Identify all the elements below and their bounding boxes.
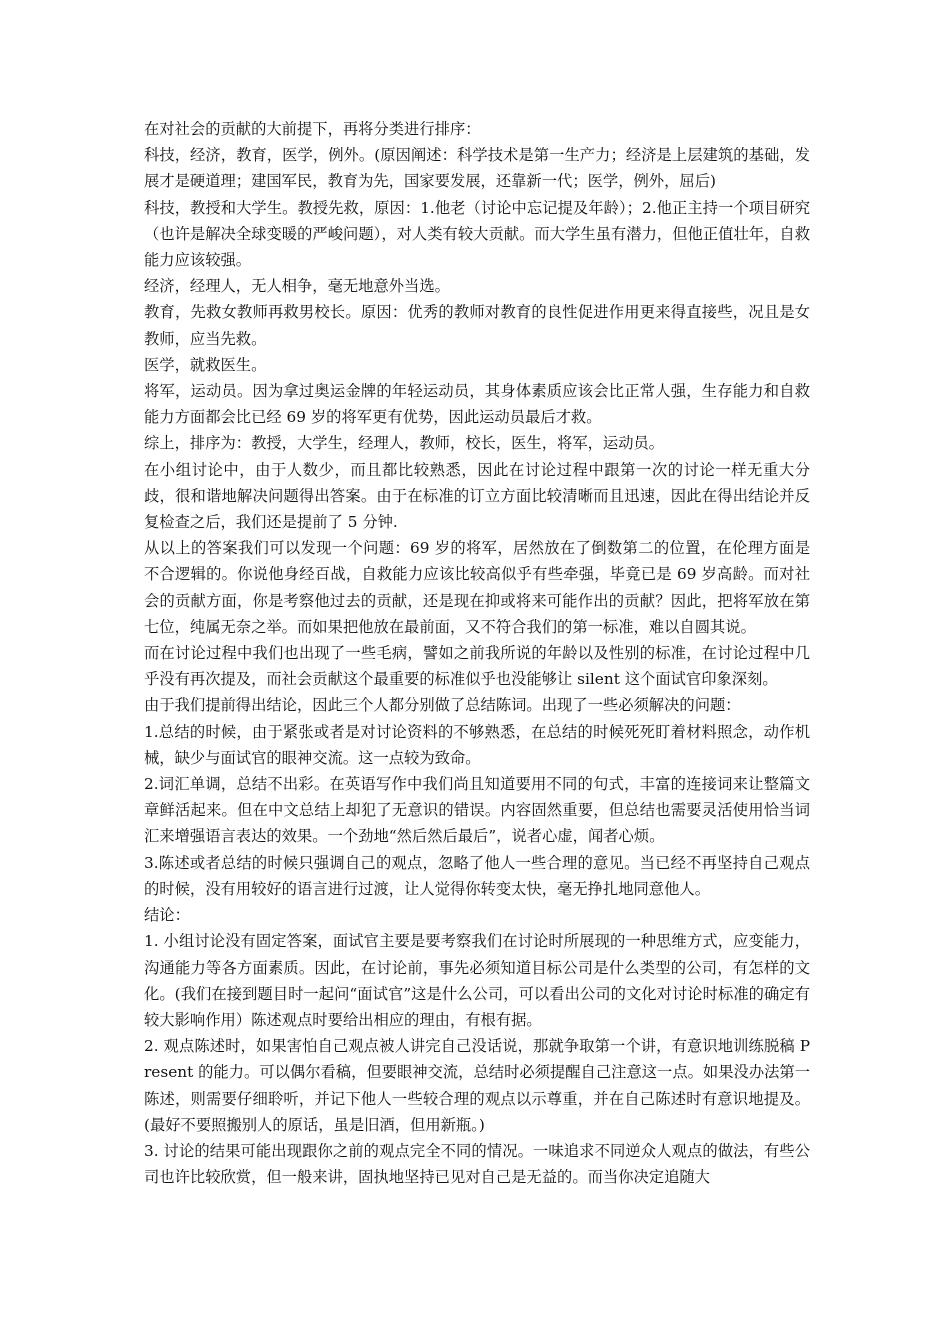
list-item: 3.陈述或者总结的时候只强调自己的观点，忽略了他人一些合理的意见。当已经不再坚持自己观点的时候，没有用较好的语言进行过渡，让人觉得你转变太快，毫无挣扎地同意他人。 <box>144 853 810 898</box>
paragraph: 而在讨论过程中我们也出现了一些毛病，譬如之前我所说的年龄以及性别的标准，在讨论过程中几乎没有再次提及，而社会贡献这个最重要的标准似乎也没能够让 silent 这个面试官印象深刻。 <box>144 644 810 689</box>
list-item: 2. 观点陈述时，如果害怕自己观点被人讲完自己没话说，那就争取第一个讲，有意识地训练脱稿 Present 的能力。可以偶尔看稿，但要眼神交流，总结时必须提醒自己注意这一点。如果没办法第一陈述，则需要仔细聆听，并记下他人一些较合理的观点以示尊重，并在自己陈述时有意识地提及。(最好不要照搬别人的原话，虽是旧酒，但用新瓶。) <box>144 1037 811 1134</box>
list-item: 1. 小组讨论没有固定答案，面试官主要是要考察我们在讨论时所展现的一种思维方式，应变能力，沟通能力等各方面素质。因此，在讨论前，事先必须知道目标公司是什么类型的公司，有怎样的文化。(我们在接到题目时一起问“面试官”这是什么公司，可以看出公司的文化对讨论时标准的确定有较大影响作用）陈述观点时要给出相应的理由，有根有据。 <box>144 932 810 1029</box>
paragraph: 由于我们提前得出结论，因此三个人都分别做了总结陈词。出现了一些必须解决的问题： <box>144 696 741 715</box>
paragraph: 科技，教授和大学生。教授先救，原因：1.他老（讨论中忘记提及年龄）；2.他正主持一个项目研究（也许是解决全球变暖的严峻问题），对人类有较大贡献。而大学生虽有潜力，但他正值壮年，自救能力应该较强。 <box>144 198 810 270</box>
paragraph: 从以上的答案我们可以发现一个问题：69 岁的将军，居然放在了倒数第二的位置，在伦理方面是不合逻辑的。你说他身经百战，自救能力应该比较高似乎有些牵强，毕竟已是 69 岁高龄。而对社会的贡献方面，你是考察他过去的贡献，还是现在抑或将来可能作出的贡献？因此，把将军放在第七位，纯属无奈之举。而如果把他放在最前面，又不符合我们的第一标准，难以自圆其说。 <box>144 539 810 636</box>
list-item: 3. 讨论的结果可能出现跟你之前的观点完全不同的情况。一味追求不同逆众人观点的做法，有些公司也许比较欣赏，但一般来讲，固执地坚持已见对自己是无益的。而当你决定追随大 <box>144 1141 810 1187</box>
paragraph: 综上，排序为：教授，大学生，经理人，教师，校长，医生，将军，运动员。 <box>144 434 665 453</box>
paragraph: 在小组讨论中，由于人数少，而且都比较熟悉，因此在讨论过程中跟第一次的讨论一样无重大分歧，很和谐地解决问题得出答案。由于在标准的订立方面比较清晰而且迅速，因此在得出结论并反复检查之后，我们还是提前了 5 分钟. <box>144 460 810 532</box>
paragraph: 将军，运动员。因为拿过奥运金牌的年轻运动员，其身体素质应该会比正常人强，生存能力和自救能力方面都会比已经 69 岁的将军更有优势，因此运动员最后才救。 <box>144 382 810 427</box>
section-heading: 结论： <box>144 906 190 925</box>
paragraph: 教育，先救女教师再救男校长。原因：优秀的教师对教育的良性促进作用更来得直接些，况且是女教师，应当先救。 <box>144 303 810 348</box>
paragraph: 医学，就救医生。 <box>144 355 267 374</box>
document-body <box>144 116 810 1190</box>
list-item: 2.词汇单调，总结不出彩。在英语写作中我们尚且知道要用不同的句式，丰富的连接词来让整篇文章鲜活起来。但在中文总结上却犯了无意识的错误。内容固然重要，但总结也需要灵活使用恰当词汇来增强语言表达的效果。一个劲地“然后然后最后”，说者心虚，闻者心烦。 <box>144 775 810 846</box>
paragraph: 科技，经济，教育，医学，例外。(原因阐述：科学技术是第一生产力；经济是上层建筑的基础，发展才是硬道理；建国军民，教育为先，国家要发展，还靠新一代；医学，例外，屈后) <box>144 146 810 191</box>
paragraph: 在对社会的贡献的大前提下，再将分类进行排序： <box>144 120 481 138</box>
paragraph: 经济，经理人，无人相争，毫无地意外当选。 <box>144 277 450 296</box>
list-item: 1.总结的时候，由于紧张或者是对讨论资料的不够熟悉，在总结的时候死死盯着材料照念，动作机械，缺少与面试官的眼神交流。这一点较为致命。 <box>144 722 810 767</box>
